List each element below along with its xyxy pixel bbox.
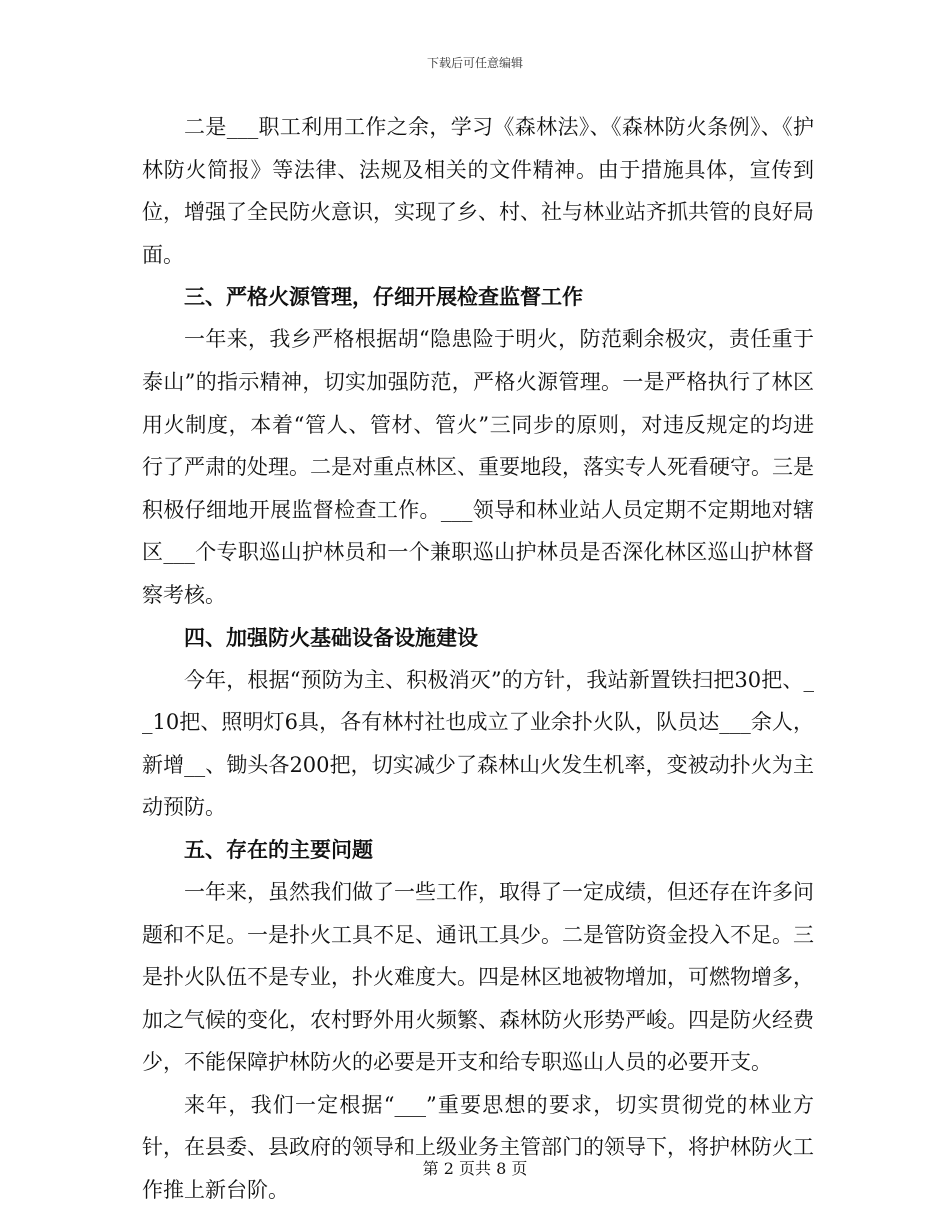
paragraph-next-year: 来年，我们一定根据“___”重要思想的要求，切实贯彻党的林业方针，在县委、县政府的领导和上级业务主管部门的领导下，将护林防火工作推上新台阶。	[142, 1092, 814, 1203]
document-body	[142, 106, 814, 1212]
heading-fire-source-management: 三、严格火源管理，仔细开展检查监督工作	[184, 285, 583, 310]
page-header: 下载后可任意编辑	[426, 56, 523, 70]
heading-main-problems: 五、存在的主要问题	[184, 837, 373, 862]
paragraph-staff-study: 二是___职工利用工作之余，学习《森林法》、《森林防火条例》、《护林防火简报》等法律、法规及相关的文件精神。由于措施具体，宣传到位，增强了全民防火意识，实现了乡、村、社与林业站齐抓共管的良好局面。	[142, 115, 814, 267]
heading-infrastructure: 四、加强防火基础设备设施建设	[184, 625, 478, 650]
page-footer: 第 2 页共 8 页	[422, 1159, 528, 1178]
paragraph-fire-source-management: 一年来，我乡严格根据胡“隐患险于明火，防范剩余极灾，责任重于泰山”的指示精神，切实加强防范，严格火源管理。一是严格执行了林区用火制度，本着“管人、管材、管火”三同步的原则，对违反规定的均进行了严肃的处理。二是对重点林区、重要地段，落实专人死看硬守。三是积极仔细地开展监督检查工作。___领导和林业站人员定期不定期地对辖区___个专职巡山护林员和一个兼职巡山护林员是否深化林区巡山护林督察考核。	[142, 327, 814, 607]
paragraph-infrastructure: 今年，根据“预防为主、积极消灭”的方针，我站新置铁扫把30把、__10把、照明灯6具，各有林村社也成立了业余扑火队，队员达___余人，新增__、锄头各200把，切实减少了森林山火发生机率，变被动扑火为主动预防。	[142, 667, 814, 820]
paragraph-main-problems: 一年来，虽然我们做了一些工作，取得了一定成绩，但还存在许多问题和不足。一是扑火工具不足、通讯工具少。二是管防资金投入不足。三是扑火队伍不是专业，扑火难度大。四是林区地被物增加，可燃物增多，加之气候的变化，农村野外用火频繁、森林防火形势严峻。四是防火经费少，不能保障护林防火的必要是开支和给专职巡山人员的必要开支。	[142, 879, 814, 1075]
